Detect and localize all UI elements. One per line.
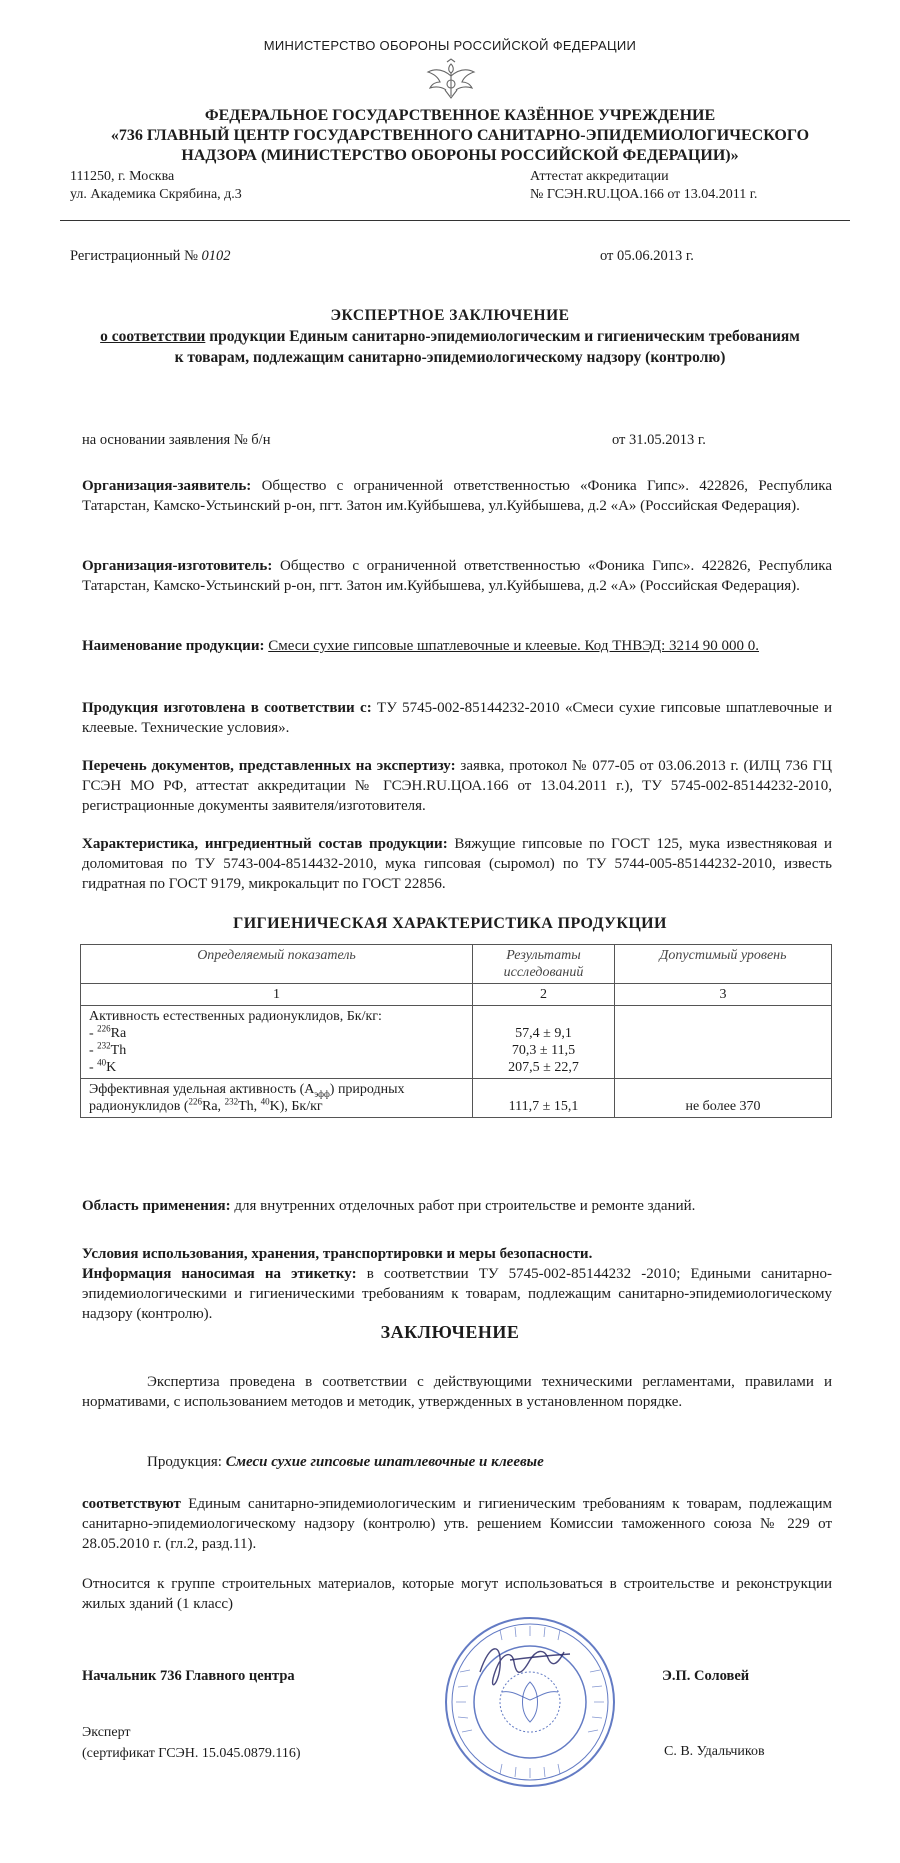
col-number-3: 3 bbox=[615, 984, 832, 1006]
address-line-2: ул. Академика Скрябина, д.3 bbox=[70, 187, 242, 202]
col-number-2: 2 bbox=[473, 984, 615, 1006]
scope-text: для внутренних отделочных работ при строительстве и ремонте зданий. bbox=[230, 1198, 696, 1214]
expert-name: С. В. Удальчиков bbox=[664, 1744, 765, 1759]
table-row bbox=[81, 1079, 832, 1118]
product-name-text: Смеси сухие гипсовые шпатлевочные и клеевые. Код ТНВЭД: 3214 90 000 0. bbox=[268, 638, 760, 654]
table-header-row bbox=[81, 945, 832, 984]
institution-line-3: НАДЗОРА (МИНИСТЕРСТВО ОБОРОНЫ РОССИЙСКОЙ ФЕДЕРАЦИИ)» bbox=[181, 147, 739, 164]
radionuclides-cell bbox=[81, 1006, 473, 1079]
ra-mass: 226 bbox=[97, 1023, 111, 1034]
radionuclides-results-cell bbox=[473, 1006, 615, 1079]
accreditation-line-2: № ГСЭН.RU.ЦОА.166 от 13.04.2011 г. bbox=[530, 187, 758, 202]
institution-name bbox=[70, 106, 850, 166]
applicant-paragraph bbox=[82, 476, 832, 516]
conformity-label: соответствуют bbox=[82, 1496, 181, 1512]
official-round-stamp-icon bbox=[440, 1612, 620, 1792]
ra-value: 57,4 ± 9,1 bbox=[515, 1026, 572, 1041]
table-row bbox=[81, 1006, 832, 1079]
head-name: Э.П. Соловей bbox=[662, 1668, 750, 1684]
col-number-1: 1 bbox=[81, 984, 473, 1006]
radionuclides-limit-cell bbox=[615, 1006, 832, 1079]
scope-paragraph bbox=[82, 1196, 832, 1216]
composition-text: Вяжущие гипсовые по ГОСТ 125, мука известняковая и доломитовая по ТУ 5743-004-8514432-2010, мука гипсовая (сыромол) по ТУ 5744-005-85144232-2010, известь гидратная по ГОСТ 9179, микрокальцит по ГОСТ 22856. bbox=[82, 836, 832, 892]
hygiene-table bbox=[80, 944, 832, 1118]
made-per-text: ТУ 5745-002-85144232-2010 «Смеси сухие гипсовые шпатлевочные и клеевые. Технические условия». bbox=[82, 700, 832, 736]
subtitle-rest: продукции Единым санитарно-эпидемиологическим и гигиеническим требованиям к товарам, подлежащим санитарно-эпидемиологическому надзору (контролю) bbox=[174, 328, 800, 366]
basis-date: от 31.05.2013 г. bbox=[612, 432, 706, 448]
registration-date: от 05.06.2013 г. bbox=[600, 248, 694, 264]
effective-activity-limit: не более 370 bbox=[615, 1079, 832, 1118]
address-line-1: 111250, г. Москва bbox=[70, 169, 175, 184]
expert-block bbox=[82, 1722, 301, 1764]
ministry-name: МИНИСТЕРСТВО ОБОРОНЫ РОССИЙСКОЙ ФЕДЕРАЦИИ bbox=[263, 38, 637, 53]
institution-line-1: ФЕДЕРАЛЬНОЕ ГОСУДАРСТВЕННОЕ КАЗЁННОЕ УЧРЕЖДЕНИЕ bbox=[204, 107, 716, 124]
th-label bbox=[89, 1042, 464, 1059]
accreditation-line-1: Аттестат аккредитации bbox=[530, 169, 669, 184]
composition-label: Характеристика, ингредиентный состав продукции: bbox=[82, 836, 448, 852]
effective-activity-result: 111,7 ± 15,1 bbox=[473, 1079, 615, 1118]
manufacturer-label: Организация-изготовитель: bbox=[82, 558, 273, 574]
institution-line-2: «736 ГЛАВНЫЙ ЦЕНТР ГОСУДАРСТВЕННОГО САНИТАРНО-ЭПИДЕМИОЛОГИЧЕСКОГО bbox=[110, 127, 810, 144]
col-limit-header: Допустимый уровень bbox=[615, 945, 832, 984]
eff-mass-k: 40 bbox=[260, 1096, 270, 1107]
label-info-label: Информация наносимая на этикетку: bbox=[82, 1266, 357, 1282]
k-prefix: - bbox=[89, 1060, 98, 1075]
k-value: 207,5 ± 22,7 bbox=[508, 1060, 579, 1075]
th-symbol: Th bbox=[110, 1043, 127, 1058]
conformity-paragraph bbox=[82, 1494, 832, 1554]
k-mass: 40 bbox=[97, 1057, 107, 1068]
conclusion-heading: ЗАКЛЮЧЕНИЕ bbox=[380, 1322, 520, 1342]
document-subtitle bbox=[95, 326, 805, 368]
documents-paragraph bbox=[82, 756, 832, 816]
scope-label: Область применения: bbox=[82, 1198, 231, 1214]
col-results-header: Результаты исследований bbox=[473, 945, 615, 984]
registration-label: Регистрационный № bbox=[70, 248, 198, 264]
usage-label: Условия использования, хранения, транспортировки и меры безопасности. bbox=[82, 1246, 593, 1262]
manufacturer-text: Общество с ограниченной ответственностью «Фоника Гипс». 422826, Республика Татарстан, Камско-Устьинский р-он, пгт. Затон им.Куйбышева, ул.Куйбышева, д.2 «А» (Российская Федерация). bbox=[82, 558, 832, 594]
accreditation-info bbox=[530, 168, 757, 204]
effective-activity-line-1 bbox=[89, 1081, 464, 1098]
k-label bbox=[89, 1059, 464, 1076]
col-indicator-header: Определяемый показатель bbox=[81, 945, 473, 984]
applicant-label: Организация-заявитель: bbox=[82, 478, 252, 494]
th-prefix: - bbox=[89, 1043, 98, 1058]
eff-subscript: эфф bbox=[314, 1088, 330, 1099]
radionuclides-title: Активность естественных радионуклидов, Бк/кг: bbox=[89, 1009, 382, 1024]
eff-sym-th: Th, bbox=[238, 1099, 261, 1114]
label-info-paragraph bbox=[82, 1264, 832, 1324]
k-symbol: K bbox=[106, 1060, 117, 1075]
th-mass: 232 bbox=[97, 1040, 111, 1051]
header-divider bbox=[60, 220, 850, 221]
documents-label: Перечень документов, представленных на экспертизу: bbox=[82, 758, 456, 774]
composition-paragraph bbox=[82, 834, 832, 894]
registration-number-value: 0102 bbox=[201, 248, 231, 264]
conclusion-product-label: Продукция: bbox=[147, 1454, 226, 1470]
eff-text-1: Эффективная удельная активность (А bbox=[89, 1082, 315, 1097]
product-name-paragraph bbox=[82, 636, 832, 656]
made-per-label: Продукция изготовлена в соответствии с: bbox=[82, 700, 372, 716]
hygiene-heading: ГИГИЕНИЧЕСКАЯ ХАРАКТЕРИСТИКА ПРОДУКЦИИ bbox=[233, 915, 667, 932]
effective-activity-cell bbox=[81, 1079, 473, 1118]
eff-sym-ra: Ra, bbox=[202, 1099, 225, 1114]
subtitle-underlined: о соответствии bbox=[100, 328, 206, 345]
conclusion-paragraph-1: Экспертиза проведена в соответствии с действующими техническими регламентами, правилами и нормативами, с использованием методов и методик, утвержденных в установленном порядке. bbox=[82, 1374, 832, 1410]
product-name-label: Наименование продукции: bbox=[82, 638, 265, 654]
eff-text-2: ) природных bbox=[329, 1082, 405, 1097]
manufacturer-paragraph bbox=[82, 556, 832, 596]
double-headed-eagle-icon bbox=[424, 58, 478, 102]
eff-mass-ra: 226 bbox=[188, 1096, 202, 1107]
ra-label bbox=[89, 1025, 464, 1042]
made-per-paragraph bbox=[82, 698, 832, 738]
expert-certificate: (сертификат ГСЭН. 15.045.0879.116) bbox=[82, 1746, 301, 1761]
eff-text-3: радионуклидов ( bbox=[89, 1099, 189, 1114]
institution-address bbox=[70, 168, 242, 204]
expert-title: Эксперт bbox=[82, 1725, 131, 1740]
document-title: ЭКСПЕРТНОЕ ЗАКЛЮЧЕНИЕ bbox=[330, 307, 570, 324]
ra-prefix: - bbox=[89, 1026, 98, 1041]
eff-sym-k: K), Бк/кг bbox=[269, 1099, 323, 1114]
usage-paragraph bbox=[82, 1244, 832, 1264]
ra-symbol: Ra bbox=[110, 1026, 127, 1041]
eff-mass-th: 232 bbox=[224, 1096, 239, 1107]
group-paragraph: Относится к группе строительных материалов, которые могут использоваться в строительстве и реконструкции жилых зданий (1 класс) bbox=[82, 1576, 832, 1612]
conformity-text: Единым санитарно-эпидемиологическим и гигиеническим требованиям к товарам, подлежащим санитарно-эпидемиологическому надзору (контролю) утв. решением Комиссии таможенного союза № 229 от 28.05.2010 г. (гл.2, разд.11). bbox=[82, 1496, 832, 1552]
head-title: Начальник 736 Главного центра bbox=[82, 1668, 295, 1684]
conclusion-product-value: Смеси сухие гипсовые шпатлевочные и клеевые bbox=[225, 1454, 544, 1470]
th-value: 70,3 ± 11,5 bbox=[511, 1043, 576, 1058]
registration-number bbox=[70, 246, 231, 266]
label-info-text: в соответствии ТУ 5745-002-85144232 -2010; Едиными санитарно-эпидемиологическими и гигиеническими требованиям к товарам, подлежащим санитарно-эпидемиологическому надзору (контролю). bbox=[82, 1266, 832, 1322]
table-number-row bbox=[81, 984, 832, 1006]
conclusion-product bbox=[82, 1452, 832, 1472]
documents-text: заявка, протокол № 077-05 от 03.06.2013 г. (ИЛЦ 736 ГЦ ГСЭН МО РФ, аттестат аккредитации № ГСЭН.RU.ЦОА.166 от 13.04.2011 г.), ТУ 5745-002-85144232-2010, регистрационные документы заявителя/изготовителя. bbox=[82, 758, 832, 814]
effective-activity-line-2 bbox=[89, 1098, 464, 1115]
handwritten-signature-icon bbox=[480, 1649, 570, 1685]
basis-application: на основании заявления № б/н bbox=[82, 432, 271, 448]
applicant-text: Общество с ограниченной ответственностью «Фоника Гипс». 422826, Республика Татарстан, Камско-Устьинский р-он, пгт. Затон им.Куйбышева, ул.Куйбышева, д.2 «А» (Российская Федерация). bbox=[82, 478, 832, 514]
